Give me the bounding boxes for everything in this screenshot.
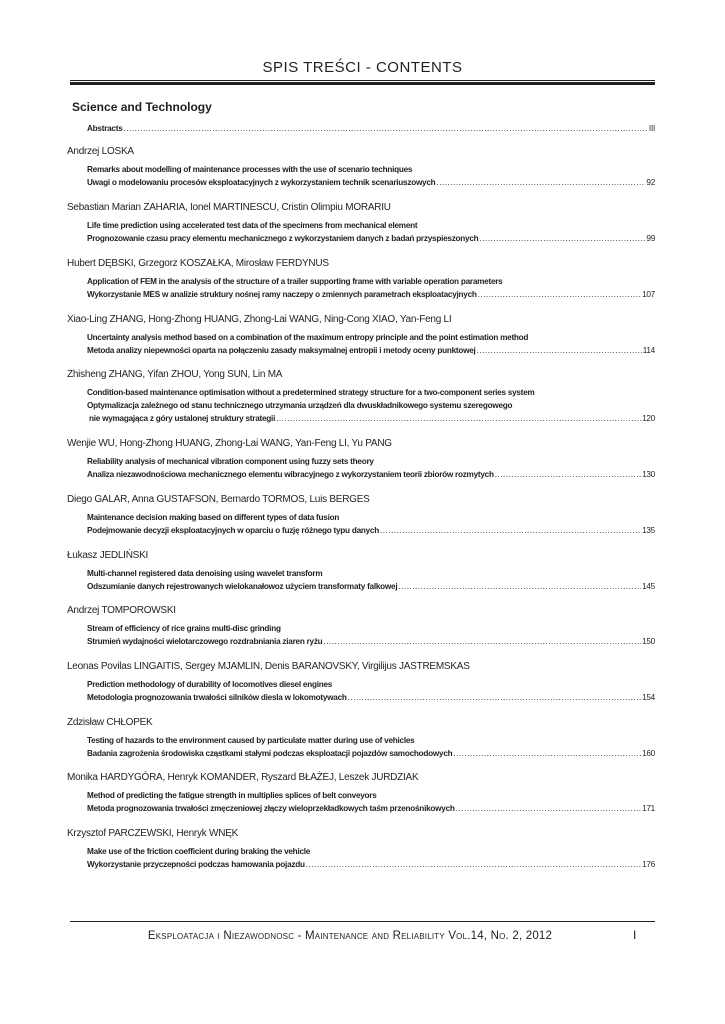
entry-page-number: 150 xyxy=(642,637,655,646)
entry-title-pl: Badania zagrożenia środowiska cząstkami stałymi podczas eksploatacji pojazdów samochodowych xyxy=(87,749,453,758)
dot-leader xyxy=(276,412,641,425)
dot-leader xyxy=(380,524,641,537)
entry-page-number: 120 xyxy=(642,414,655,423)
entry-authors: Xiao-Ling ZHANG, Hong-Zhong HUANG, Zhong-Lai WANG, Ning-Cong XIAO, Yan-Feng LI xyxy=(67,314,452,325)
entry-page-number: 130 xyxy=(642,470,655,479)
entry-authors: Diego GALAR, Anna GUSTAFSON, Bernardo TORMOS, Luis BERGES xyxy=(67,494,370,505)
entry-authors: Monika HARDYGÓRA, Henryk KOMANDER, Ryszard BŁAŻEJ, Leszek JURDZIAK xyxy=(67,772,419,783)
entry-authors: Krzysztof PARCZEWSKI, Henryk WNĘK xyxy=(67,828,239,839)
entry-authors: Zdzisław CHŁOPEK xyxy=(67,717,153,728)
toc-entry[interactable] xyxy=(67,716,655,760)
entry-title-en: Stream of efficiency of rice grains multi-disc grinding xyxy=(87,624,281,633)
entry-authors: Sebastian Marian ZAHARIA, Ionel MARTINESCU, Cristin Olimpiu MORARIU xyxy=(67,202,391,213)
dot-leader xyxy=(456,802,641,815)
entry-title-pl: Optymalizacja zależnego od stanu technicznego utrzymania urządzeń dla dwuskładnikowego systemu szeregowego xyxy=(87,401,513,410)
toc-entry[interactable] xyxy=(67,257,655,301)
entry-authors: Łukasz JEDLIŃSKI xyxy=(67,550,149,561)
entry-page-number: 145 xyxy=(642,582,655,591)
dot-leader xyxy=(453,747,641,760)
toc-entry[interactable] xyxy=(67,604,655,648)
dot-leader xyxy=(306,858,641,871)
toc-entry[interactable] xyxy=(67,145,655,189)
entry-page-number: 171 xyxy=(642,804,655,813)
entry-title-pl-line xyxy=(87,635,655,648)
entry-title-pl: Podejmowanie decyzji eksploatacyjnych w oparciu o fuzję różnego typu danych xyxy=(87,526,379,535)
entry-authors: Hubert DĘBSKI, Grzegorz KOSZAŁKA, Mirosław FERDYNUS xyxy=(67,258,329,269)
entry-title-en: Multi-channel registered data denoising using wavelet transform xyxy=(87,569,323,578)
entry-page-number: 154 xyxy=(642,693,655,702)
entry-title-pl: Metoda prognozowania trwałości zmęczeniowej złączy wieloprzekładkowych taśm przenośnikowych xyxy=(87,804,455,813)
entry-title-pl: Metoda analizy niepewności oparta na połączeniu zasady maksymalnej entropii i metody oceny punktowej xyxy=(87,346,476,355)
entry-title-pl-line xyxy=(87,580,655,593)
entry-page-number: 176 xyxy=(642,860,655,869)
dot-leader xyxy=(398,580,641,593)
entry-title-pl: Analiza niezawodnościowa mechanicznego elementu wibracyjnego z wykorzystaniem teorii zbiorów rozmytych xyxy=(87,470,494,479)
toc-entry[interactable] xyxy=(67,771,655,815)
section-heading: Science and Technology xyxy=(72,100,212,114)
entry-title-en: Maintenance decision making based on different types of data fusion xyxy=(87,513,340,522)
entry-title-pl-line xyxy=(87,344,655,357)
toc-entry[interactable] xyxy=(67,493,655,537)
entry-title-pl-line xyxy=(87,468,655,481)
entry-title-en: Method of predicting the fatigue strength in multiplies splices of belt conveyors xyxy=(87,791,377,800)
entry-title-pl-line xyxy=(87,802,655,815)
entry-title-en: Remarks about modelling of maintenance processes with the use of scenario techniques xyxy=(87,165,413,174)
toc-entry[interactable] xyxy=(67,201,655,245)
entry-authors: Zhisheng ZHANG, Yifan ZHOU, Yong SUN, Lin MA xyxy=(67,369,283,380)
footer-rule xyxy=(70,921,655,922)
abstracts-label: Abstracts xyxy=(87,124,123,133)
entry-title-pl: Wykorzystanie MES w analizie struktury nośnej ramy naczepy o zmiennych parametrach eksploatacyjnych xyxy=(87,290,477,299)
entry-page-number: 92 xyxy=(646,178,655,187)
page-title: SPIS TREŚCI - CONTENTS xyxy=(262,59,463,76)
page-number: I xyxy=(633,928,637,942)
dot-leader xyxy=(479,232,645,245)
entry-authors: Andrzej TOMPOROWSKI xyxy=(67,605,176,616)
entry-title-en: Testing of hazards to the environment caused by particulate matter during use of vehicles xyxy=(87,736,415,745)
toc-entry[interactable] xyxy=(67,660,655,704)
entry-title-en: Reliability analysis of mechanical vibration component using fuzzy sets theory xyxy=(87,457,374,466)
entry-title-pl: Wykorzystanie przyczepności podczas hamowania pojazdu xyxy=(87,860,305,869)
toc-entry[interactable] xyxy=(67,368,655,425)
entry-page-number: 160 xyxy=(642,749,655,758)
abstracts-entry[interactable] xyxy=(67,122,655,135)
dot-leader xyxy=(495,468,641,481)
toc-entry[interactable] xyxy=(67,549,655,593)
entry-title-pl: Prognozowanie czasu pracy elementu mechanicznego z wykorzystaniem danych z badań przyspieszonych xyxy=(87,234,479,243)
toc-entry[interactable] xyxy=(67,313,655,357)
dot-leader xyxy=(348,691,641,704)
entry-authors: Wenjie WU, Hong-Zhong HUANG, Zhong-Lai WANG, Yan-Feng LI, Yu PANG xyxy=(67,438,392,449)
entry-title-pl: Uwagi o modelowaniu procesów eksploatacyjnych z wykorzystaniem technik scenariuszowych xyxy=(87,178,436,187)
dot-leader xyxy=(323,635,641,648)
title-rule-thick xyxy=(70,82,655,85)
dot-leader xyxy=(478,288,641,301)
entry-title-en: Uncertainty analysis method based on a combination of the maximum entropy principle and the point estimation method xyxy=(87,333,529,342)
entry-page-number: 114 xyxy=(642,346,655,355)
entry-title-pl-line xyxy=(87,747,655,760)
entry-title-en: Make use of the friction coefficient during braking the vehicle xyxy=(87,847,311,856)
entry-title-pl-line xyxy=(87,524,655,537)
entry-title-pl-line xyxy=(87,288,655,301)
entry-title-pl: Metodologia prognozowania trwałości silników diesla w lokomotywach xyxy=(87,693,347,702)
entry-page-number: 135 xyxy=(642,526,655,535)
entry-title-pl-line xyxy=(87,691,655,704)
dot-leader xyxy=(124,122,648,135)
journal-footer: Eksploatacja i Niezawodnosc - Maintenance and Reliability Vol.14, No. 2, 2012 xyxy=(147,930,553,942)
dot-leader xyxy=(436,176,645,189)
entry-title-en: Life time prediction using accelerated test data of the specimens from mechanical element xyxy=(87,221,418,230)
entry-title-pl-line xyxy=(87,399,655,412)
entry-title-pl-line xyxy=(87,232,655,245)
entry-title-en: Prediction methodology of durability of locomotives diesel engines xyxy=(87,680,333,689)
entry-title-pl-continued: nie wymagająca z góry ustalonej struktury strategii xyxy=(89,414,276,423)
entry-authors: Andrzej LOSKA xyxy=(67,146,134,157)
entry-title-pl-line xyxy=(87,858,655,871)
entry-authors: Leonas Povilas LINGAITIS, Sergey MJAMLIN, Denis BARANOVSKY, Virgilijus JASTREMSKAS xyxy=(67,661,470,672)
title-rule-thin xyxy=(70,80,655,81)
entry-page-number: 107 xyxy=(642,290,655,299)
entry-title-en: Condition-based maintenance optimisation without a predetermined strategy structure for a two-component series system xyxy=(87,388,535,397)
entry-title-pl-line xyxy=(87,412,655,425)
entry-title-pl-line xyxy=(87,176,655,189)
toc-entry[interactable] xyxy=(67,437,655,481)
dot-leader xyxy=(477,344,642,357)
toc-entry[interactable] xyxy=(67,827,655,871)
abstracts-page: III xyxy=(648,124,655,133)
entry-page-number: 99 xyxy=(646,234,655,243)
entry-title-pl: Strumień wydajności wielotarczowego rozdrabniania ziaren ryżu xyxy=(87,637,323,646)
entry-title-pl: Odszumianie danych rejestrowanych wielokanałowoz użyciem transformaty falkowej xyxy=(87,582,398,591)
entry-title-en: Application of FEM in the analysis of the structure of a trailer supporting frame with variable operation parameters xyxy=(87,277,503,286)
